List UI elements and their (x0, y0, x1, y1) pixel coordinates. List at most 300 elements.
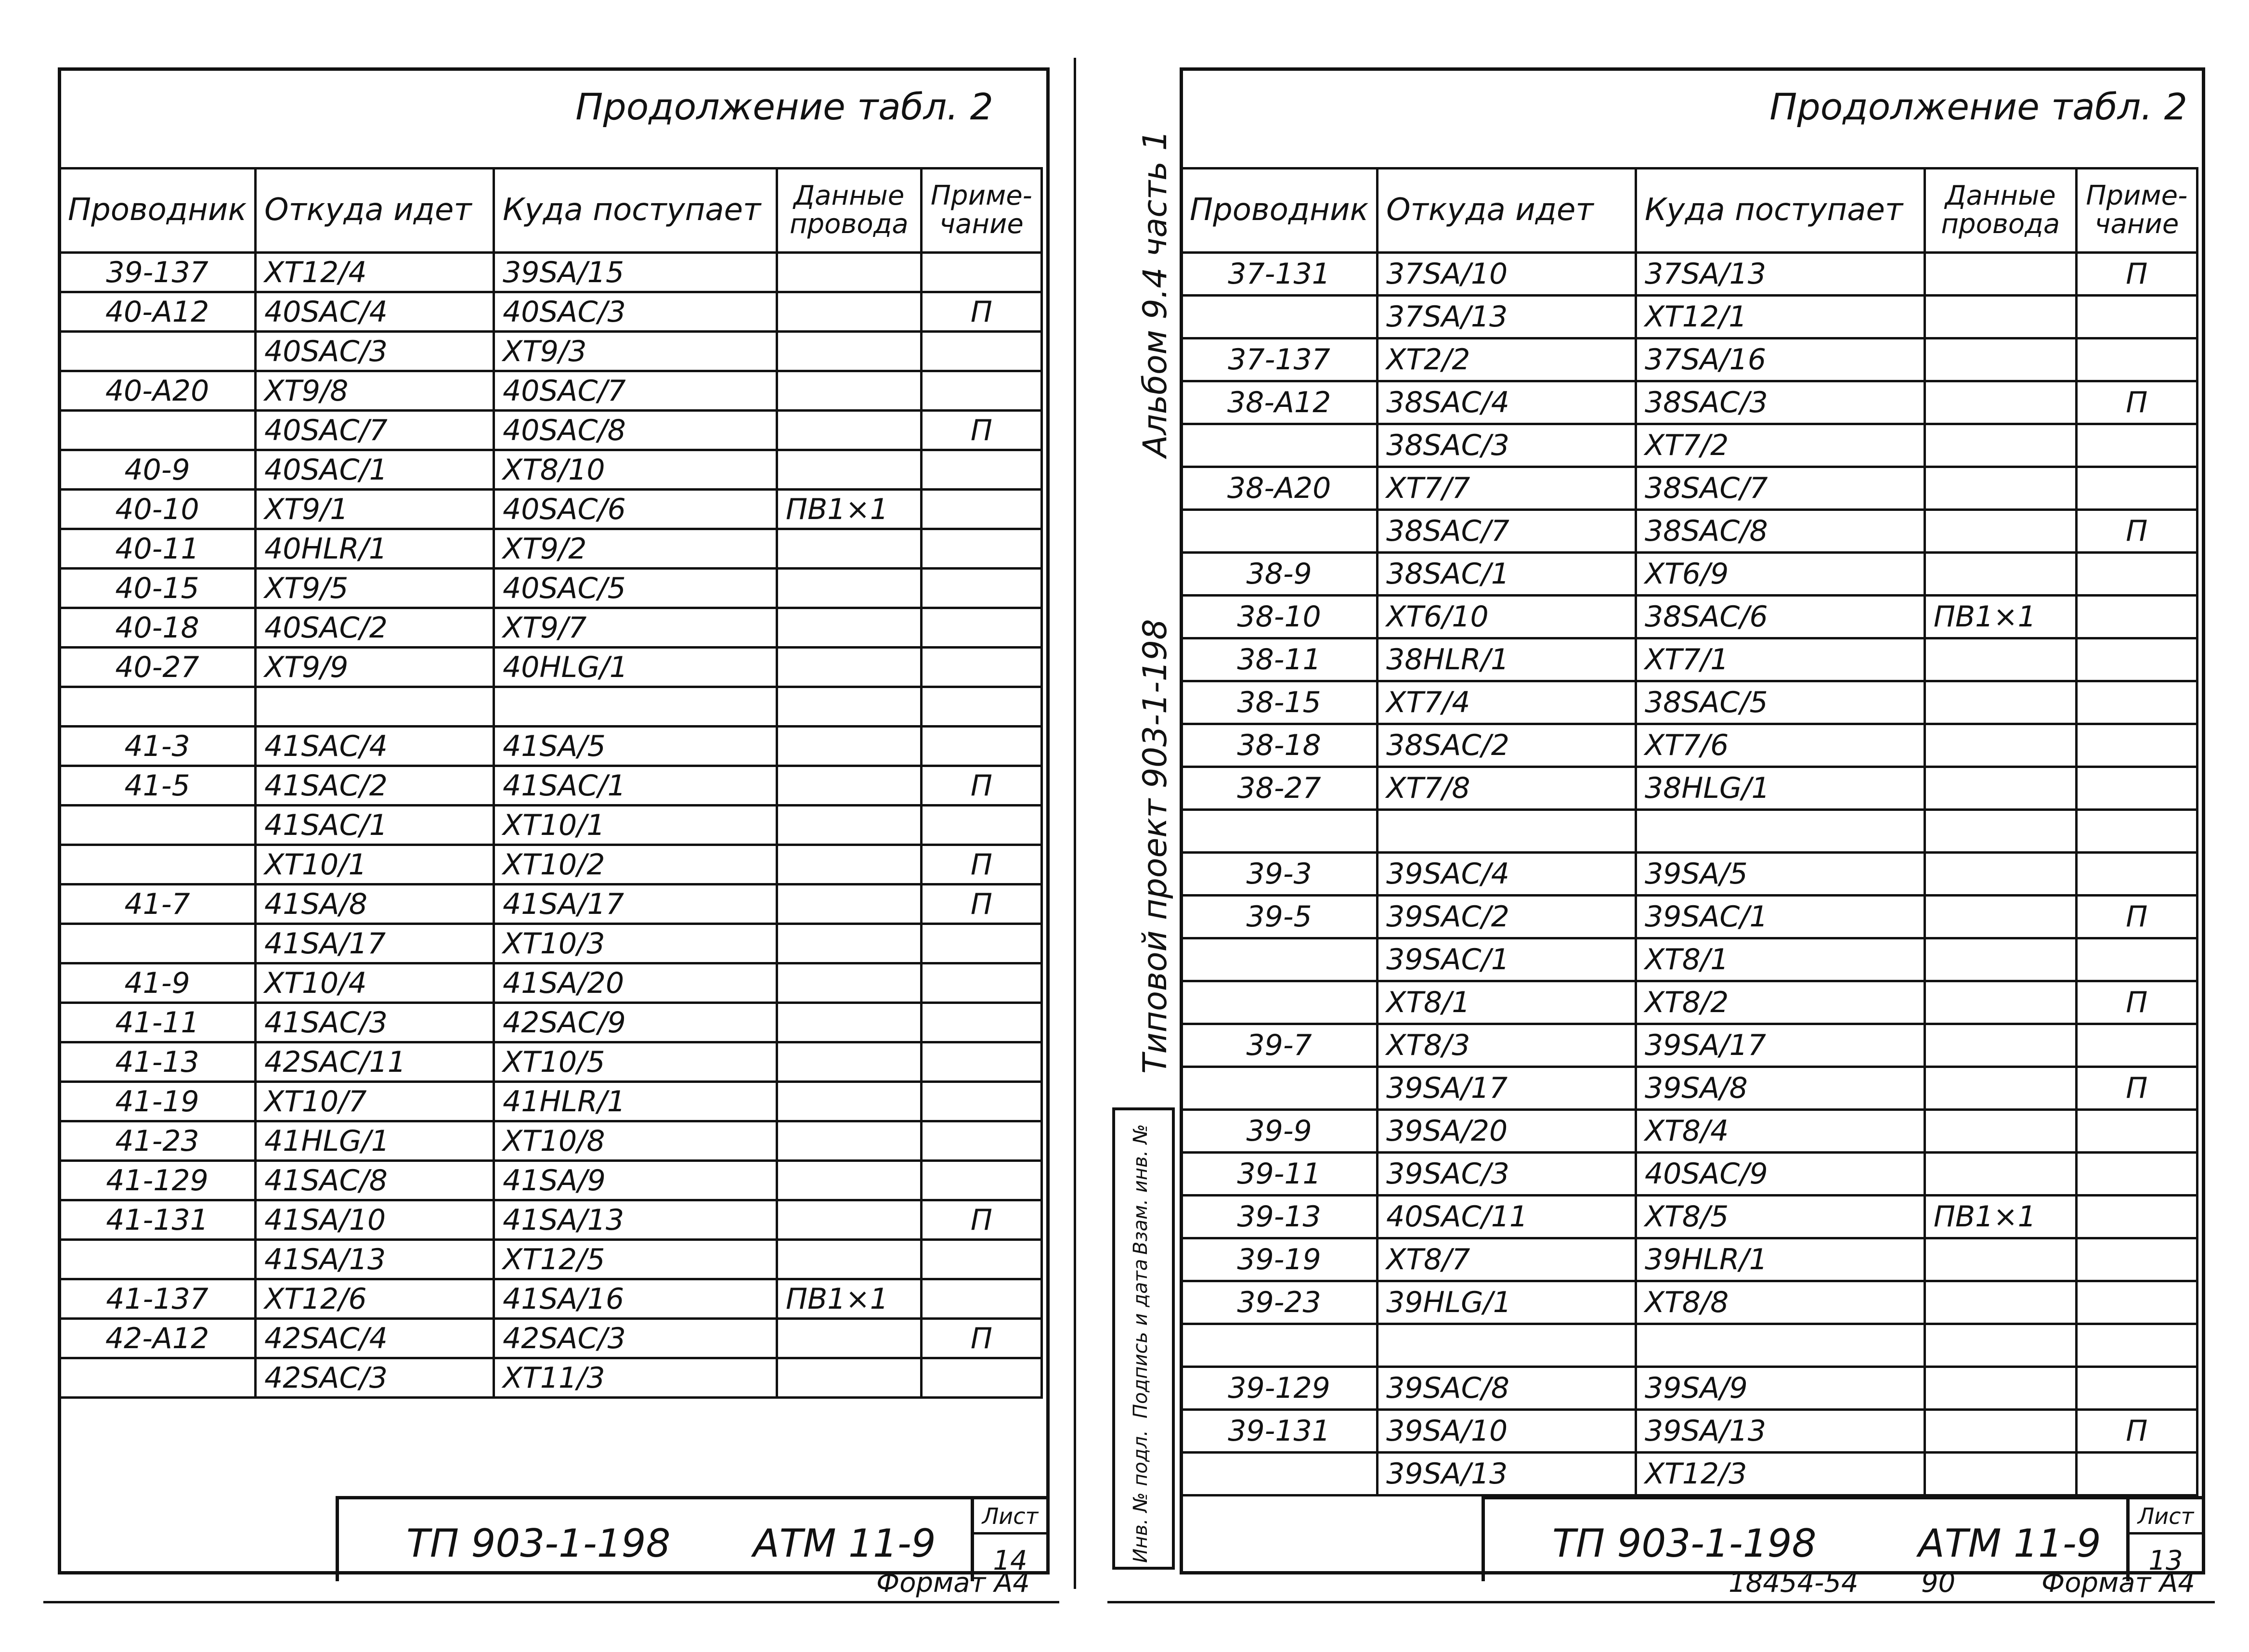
cell-from: 39SA/10 (1378, 1410, 1636, 1453)
cell-wire: ПВ1×1 (777, 1279, 921, 1319)
cell-wire (1924, 1110, 2076, 1153)
cell-to: 38SAC/6 (1636, 596, 1924, 638)
cell-wire (1924, 1281, 2076, 1324)
cell-conductor: 38-9 (1181, 553, 1378, 596)
cell-note (2076, 553, 2197, 596)
cell-to: 42SAC/3 (494, 1319, 777, 1358)
cell-note (2076, 938, 2197, 981)
cell-from: 39SAC/4 (1378, 853, 1636, 896)
left-sheet (58, 67, 1050, 1574)
cell-wire (1924, 724, 2076, 767)
cell-note: П (2076, 253, 2197, 296)
cell-from: 39SAC/1 (1378, 938, 1636, 981)
table-row (1181, 767, 2197, 810)
cell-conductor: 40-9 (59, 450, 256, 490)
cell-to: XT8/8 (1636, 1281, 1924, 1324)
cell-to: 39SA/5 (1636, 853, 1924, 896)
cell-conductor: 39-11 (1181, 1153, 1378, 1196)
table-row (59, 1240, 1042, 1279)
table-row (1181, 1153, 2197, 1196)
cell-note (921, 1240, 1041, 1279)
cell-to: 40HLG/1 (494, 648, 777, 687)
cell-note (921, 608, 1041, 648)
cell-to: XT12/5 (494, 1240, 777, 1279)
cell-to: XT12/1 (1636, 296, 1924, 338)
cell-note (2076, 638, 2197, 681)
cell-conductor: 40-18 (59, 608, 256, 648)
album-label: Альбом 9.4 часть 1 (1136, 130, 1174, 457)
table-row (1181, 938, 2197, 981)
cell-wire (777, 1319, 921, 1358)
cell-from: 39SA/13 (1378, 1453, 1636, 1496)
cell-from: 40SAC/4 (256, 292, 494, 332)
cell-conductor: 41-131 (59, 1200, 256, 1240)
stamp-sign-label: Подпись и дата (1130, 1259, 1152, 1418)
cell-note (921, 490, 1041, 529)
cell-wire (777, 332, 921, 371)
footer-number: 18454-54 (1729, 1567, 1859, 1599)
cell-note (921, 332, 1041, 371)
table-row (1181, 424, 2197, 467)
cell-conductor: 42-A12 (59, 1319, 256, 1358)
cell-from: 38SAC/2 (1378, 724, 1636, 767)
cell-conductor: 38-27 (1181, 767, 1378, 810)
cell-to: XT10/3 (494, 924, 777, 963)
cell-wire (1924, 1367, 2076, 1410)
right-baseline (1107, 1601, 2215, 1603)
cell-to: 41SA/13 (494, 1200, 777, 1240)
cell-to (494, 687, 777, 727)
format-label: Формат А4 (2041, 1567, 2195, 1599)
cell-to: XT9/7 (494, 608, 777, 648)
cell-conductor: 38-A12 (1181, 381, 1378, 424)
cell-conductor (59, 806, 256, 845)
table-row (59, 1003, 1042, 1042)
table-row (59, 253, 1042, 292)
table-row (1181, 338, 2197, 381)
cell-note (2076, 1110, 2197, 1153)
cell-from: XT9/1 (256, 490, 494, 529)
cell-conductor: 40-11 (59, 529, 256, 569)
cell-wire (777, 292, 921, 332)
cell-from: XT12/4 (256, 253, 494, 292)
table-row (59, 924, 1042, 963)
col-conductor: Проводник (1181, 169, 1378, 253)
cell-conductor (1181, 981, 1378, 1024)
cell-from: 41SAC/2 (256, 766, 494, 806)
cell-conductor (1181, 938, 1378, 981)
cell-wire (1924, 810, 2076, 853)
cell-to: 38SAC/5 (1636, 681, 1924, 724)
cell-wire (1924, 896, 2076, 938)
cell-note: П (921, 411, 1041, 450)
cell-conductor (1181, 296, 1378, 338)
project-label: Типовой проект 903-1-198 (1136, 619, 1174, 1074)
cell-conductor: 39-3 (1181, 853, 1378, 896)
cell-wire (777, 924, 921, 963)
cell-conductor: 40-A12 (59, 292, 256, 332)
cell-from: 40SAC/7 (256, 411, 494, 450)
cell-wire (1924, 1238, 2076, 1281)
cell-conductor: 38-15 (1181, 681, 1378, 724)
cell-conductor (1181, 1067, 1378, 1110)
cell-from: XT8/3 (1378, 1024, 1636, 1067)
table-row (59, 292, 1042, 332)
table-row (59, 569, 1042, 608)
cell-to: 37SA/13 (1636, 253, 1924, 296)
cell-wire (777, 1003, 921, 1042)
cell-conductor (59, 411, 256, 450)
cell-note (2076, 296, 2197, 338)
cell-wire (1924, 338, 2076, 381)
cell-note: П (2076, 510, 2197, 553)
cell-to: XT6/9 (1636, 553, 1924, 596)
cell-to: XT9/3 (494, 332, 777, 371)
cell-conductor: 41-9 (59, 963, 256, 1003)
cell-from: 37SA/10 (1378, 253, 1636, 296)
cell-note: П (921, 1200, 1041, 1240)
table-row (59, 411, 1042, 450)
cell-wire (1924, 424, 2076, 467)
cell-conductor: 39-23 (1181, 1281, 1378, 1324)
table-header (1181, 169, 2197, 253)
table-row (59, 1200, 1042, 1240)
cell-conductor (59, 845, 256, 885)
cell-from (256, 687, 494, 727)
cell-note: П (2076, 896, 2197, 938)
cell-wire (1924, 381, 2076, 424)
cell-wire (777, 1358, 921, 1398)
cell-conductor: 39-7 (1181, 1024, 1378, 1067)
table-row (59, 885, 1042, 924)
cell-wire (1924, 981, 2076, 1024)
cell-conductor: 41-11 (59, 1003, 256, 1042)
cell-wire (1924, 1067, 2076, 1110)
cell-to: XT7/6 (1636, 724, 1924, 767)
table-row (59, 529, 1042, 569)
table-row (1181, 724, 2197, 767)
cell-note (2076, 767, 2197, 810)
table-row (59, 1319, 1042, 1358)
cell-conductor (1181, 510, 1378, 553)
cell-to: XT8/5 (1636, 1196, 1924, 1238)
cell-from: XT2/2 (1378, 338, 1636, 381)
cell-conductor: 39-137 (59, 253, 256, 292)
cell-wire (777, 885, 921, 924)
cell-from: 41SAC/1 (256, 806, 494, 845)
cell-wire (777, 963, 921, 1003)
table-row (59, 648, 1042, 687)
cell-wire (1924, 767, 2076, 810)
cell-from: 41SAC/3 (256, 1003, 494, 1042)
cell-note (2076, 1238, 2197, 1281)
page-separator (1074, 58, 1076, 1589)
cell-to: XT8/2 (1636, 981, 1924, 1024)
cell-conductor (59, 1358, 256, 1398)
cell-to: 41SAC/1 (494, 766, 777, 806)
cell-note (921, 1042, 1041, 1082)
cell-from: XT7/7 (1378, 467, 1636, 510)
cell-to: 41SA/16 (494, 1279, 777, 1319)
cell-wire (777, 687, 921, 727)
cell-wire (777, 1121, 921, 1161)
doc-code: ТП 903-1-198 (1552, 1521, 1817, 1566)
cell-to: 40SAC/7 (494, 371, 777, 411)
table-row (1181, 381, 2197, 424)
table-row (59, 1121, 1042, 1161)
cell-from: XT9/5 (256, 569, 494, 608)
cell-wire (777, 806, 921, 845)
table-row (1181, 638, 2197, 681)
cell-wire: ПВ1×1 (1924, 1196, 2076, 1238)
cell-conductor: 41-129 (59, 1161, 256, 1200)
continuation-title: Продолжение табл. 2 (575, 85, 993, 128)
cell-to: 39SAC/1 (1636, 896, 1924, 938)
cell-conductor: 40-27 (59, 648, 256, 687)
cell-wire (777, 569, 921, 608)
table-header (59, 169, 1042, 253)
table-row (1181, 1324, 2197, 1367)
cell-conductor: 41-23 (59, 1121, 256, 1161)
cell-wire (1924, 253, 2076, 296)
table-row (59, 450, 1042, 490)
table-row (1181, 853, 2197, 896)
format-label: Формат А4 (876, 1567, 1030, 1599)
cell-note: П (921, 885, 1041, 924)
cell-note (921, 727, 1041, 766)
table-row (59, 608, 1042, 648)
cell-note (2076, 1324, 2197, 1367)
cell-to: XT8/10 (494, 450, 777, 490)
cell-note: П (921, 1319, 1041, 1358)
cell-note (921, 371, 1041, 411)
col-note: Приме-чание (921, 169, 1041, 253)
col-wire-data: Данные провода (777, 169, 921, 253)
cell-note (921, 963, 1041, 1003)
table-row (1181, 896, 2197, 938)
cell-note (2076, 1153, 2197, 1196)
cell-note (2076, 681, 2197, 724)
cell-note (921, 569, 1041, 608)
cell-wire (777, 253, 921, 292)
cell-from: 37SA/13 (1378, 296, 1636, 338)
cell-from: 42SAC/11 (256, 1042, 494, 1082)
cell-note: П (2076, 1410, 2197, 1453)
cell-conductor (59, 687, 256, 727)
cell-conductor: 40-A20 (59, 371, 256, 411)
cell-note (2076, 1196, 2197, 1238)
table-row (59, 1082, 1042, 1121)
cell-to: 39SA/8 (1636, 1067, 1924, 1110)
table-row (1181, 1067, 2197, 1110)
table-row (1181, 296, 2197, 338)
table-row (59, 1042, 1042, 1082)
cell-conductor: 40-10 (59, 490, 256, 529)
cell-to: 40SAC/6 (494, 490, 777, 529)
cell-from: XT6/10 (1378, 596, 1636, 638)
sheet-number: 14 (993, 1545, 1027, 1576)
cell-from: 39SA/20 (1378, 1110, 1636, 1153)
table-row (1181, 253, 2197, 296)
cell-conductor (1181, 810, 1378, 853)
cell-note: П (2076, 1067, 2197, 1110)
cell-conductor: 41-7 (59, 885, 256, 924)
cell-wire (1924, 1324, 2076, 1367)
cell-note (921, 1121, 1041, 1161)
cell-to: 38SAC/7 (1636, 467, 1924, 510)
table-row (59, 490, 1042, 529)
cell-wire (1924, 296, 2076, 338)
table-row (1181, 1367, 2197, 1410)
cell-to: XT11/3 (494, 1358, 777, 1398)
cell-wire (777, 766, 921, 806)
cell-conductor: 37-131 (1181, 253, 1378, 296)
cell-from: 38SAC/4 (1378, 381, 1636, 424)
cell-wire (1924, 510, 2076, 553)
cell-to: 41SA/5 (494, 727, 777, 766)
table-row (59, 1161, 1042, 1200)
cell-to: 40SAC/3 (494, 292, 777, 332)
cell-to: 40SAC/8 (494, 411, 777, 450)
cell-to: XT12/3 (1636, 1453, 1924, 1496)
cell-conductor (1181, 424, 1378, 467)
cell-from: 39HLG/1 (1378, 1281, 1636, 1324)
cell-wire (777, 411, 921, 450)
table-row (59, 1358, 1042, 1398)
cell-note (921, 450, 1041, 490)
cell-wire (1924, 1453, 2076, 1496)
cell-conductor: 39-131 (1181, 1410, 1378, 1453)
col-note: Приме-чание (2076, 169, 2197, 253)
cell-from: XT9/9 (256, 648, 494, 687)
cell-to: 37SA/16 (1636, 338, 1924, 381)
cell-note (921, 806, 1041, 845)
table-row (59, 687, 1042, 727)
wire-table (1180, 167, 2198, 1496)
left-baseline (43, 1601, 1059, 1603)
cell-wire (777, 1240, 921, 1279)
cell-from: 40SAC/1 (256, 450, 494, 490)
cell-note (2076, 1453, 2197, 1496)
cell-from: 38HLR/1 (1378, 638, 1636, 681)
cell-to: 39SA/17 (1636, 1024, 1924, 1067)
cell-from: XT9/8 (256, 371, 494, 411)
col-from: Откуда идет (1378, 169, 1636, 253)
cell-to: 40SAC/9 (1636, 1153, 1924, 1196)
table-row (59, 845, 1042, 885)
table-row (1181, 1238, 2197, 1281)
col-to: Куда поступает (1636, 169, 1924, 253)
cell-from: 42SAC/4 (256, 1319, 494, 1358)
cell-conductor: 38-11 (1181, 638, 1378, 681)
col-to: Куда поступает (494, 169, 777, 253)
cell-wire (1924, 938, 2076, 981)
footer-code: 90 (1921, 1567, 1956, 1599)
cell-from: XT10/4 (256, 963, 494, 1003)
cell-wire (777, 1200, 921, 1240)
cell-to: 38SAC/8 (1636, 510, 1924, 553)
cell-conductor: 41-137 (59, 1279, 256, 1319)
cell-note: П (2076, 381, 2197, 424)
table-row (1181, 681, 2197, 724)
cell-note (921, 253, 1041, 292)
cell-to: 39HLR/1 (1636, 1238, 1924, 1281)
wire-table (58, 167, 1043, 1399)
cell-note (921, 1279, 1041, 1319)
table-row (1181, 1196, 2197, 1238)
cell-wire (1924, 1153, 2076, 1196)
cell-conductor: 38-10 (1181, 596, 1378, 638)
cell-wire (1924, 1024, 2076, 1067)
doc-mark: АТМ 11-9 (753, 1521, 936, 1566)
cell-from: 41SA/8 (256, 885, 494, 924)
cell-to: 38SAC/3 (1636, 381, 1924, 424)
cell-note (2076, 596, 2197, 638)
table-row (59, 371, 1042, 411)
cell-to: 42SAC/9 (494, 1003, 777, 1042)
cell-from: 38SAC/7 (1378, 510, 1636, 553)
cell-conductor (59, 924, 256, 963)
cell-from: 40HLR/1 (256, 529, 494, 569)
table-row (59, 727, 1042, 766)
cell-note (2076, 810, 2197, 853)
table-row (59, 963, 1042, 1003)
cell-to: 39SA/13 (1636, 1410, 1924, 1453)
cell-wire (1924, 553, 2076, 596)
table-row (59, 766, 1042, 806)
table-row (1181, 467, 2197, 510)
cell-conductor: 39-9 (1181, 1110, 1378, 1153)
cell-from: 39SA/17 (1378, 1067, 1636, 1110)
table-row (1181, 596, 2197, 638)
cell-note (2076, 853, 2197, 896)
cell-conductor: 40-15 (59, 569, 256, 608)
cell-conductor: 41-5 (59, 766, 256, 806)
sheet-label: Лист (974, 1503, 1046, 1535)
cell-conductor: 37-137 (1181, 338, 1378, 381)
table-row (1181, 1024, 2197, 1067)
cell-to: XT9/2 (494, 529, 777, 569)
right-sheet (1180, 67, 2205, 1574)
cell-from (1378, 810, 1636, 853)
cell-from: 38SAC/1 (1378, 553, 1636, 596)
cell-to: 39SA/15 (494, 253, 777, 292)
cell-note (2076, 467, 2197, 510)
cell-note (2076, 1281, 2197, 1324)
cell-from: 41HLG/1 (256, 1121, 494, 1161)
table-row (1181, 1281, 2197, 1324)
cell-note (921, 1082, 1041, 1121)
continuation-title: Продолжение табл. 2 (1769, 85, 2187, 128)
cell-from (1378, 1324, 1636, 1367)
cell-wire (777, 1042, 921, 1082)
cell-from: XT12/6 (256, 1279, 494, 1319)
cell-wire (1924, 681, 2076, 724)
doc-code: ТП 903-1-198 (406, 1521, 671, 1566)
table-row (1181, 810, 2197, 853)
cell-conductor (59, 332, 256, 371)
cell-wire: ПВ1×1 (777, 490, 921, 529)
col-conductor: Проводник (59, 169, 256, 253)
table-row (1181, 1453, 2197, 1496)
sheet-label: Лист (2130, 1503, 2202, 1535)
sheet-number: 13 (2148, 1545, 2183, 1576)
cell-note (921, 529, 1041, 569)
table-row (1181, 981, 2197, 1024)
cell-conductor: 38-A20 (1181, 467, 1378, 510)
cell-to: XT7/1 (1636, 638, 1924, 681)
cell-wire (777, 648, 921, 687)
